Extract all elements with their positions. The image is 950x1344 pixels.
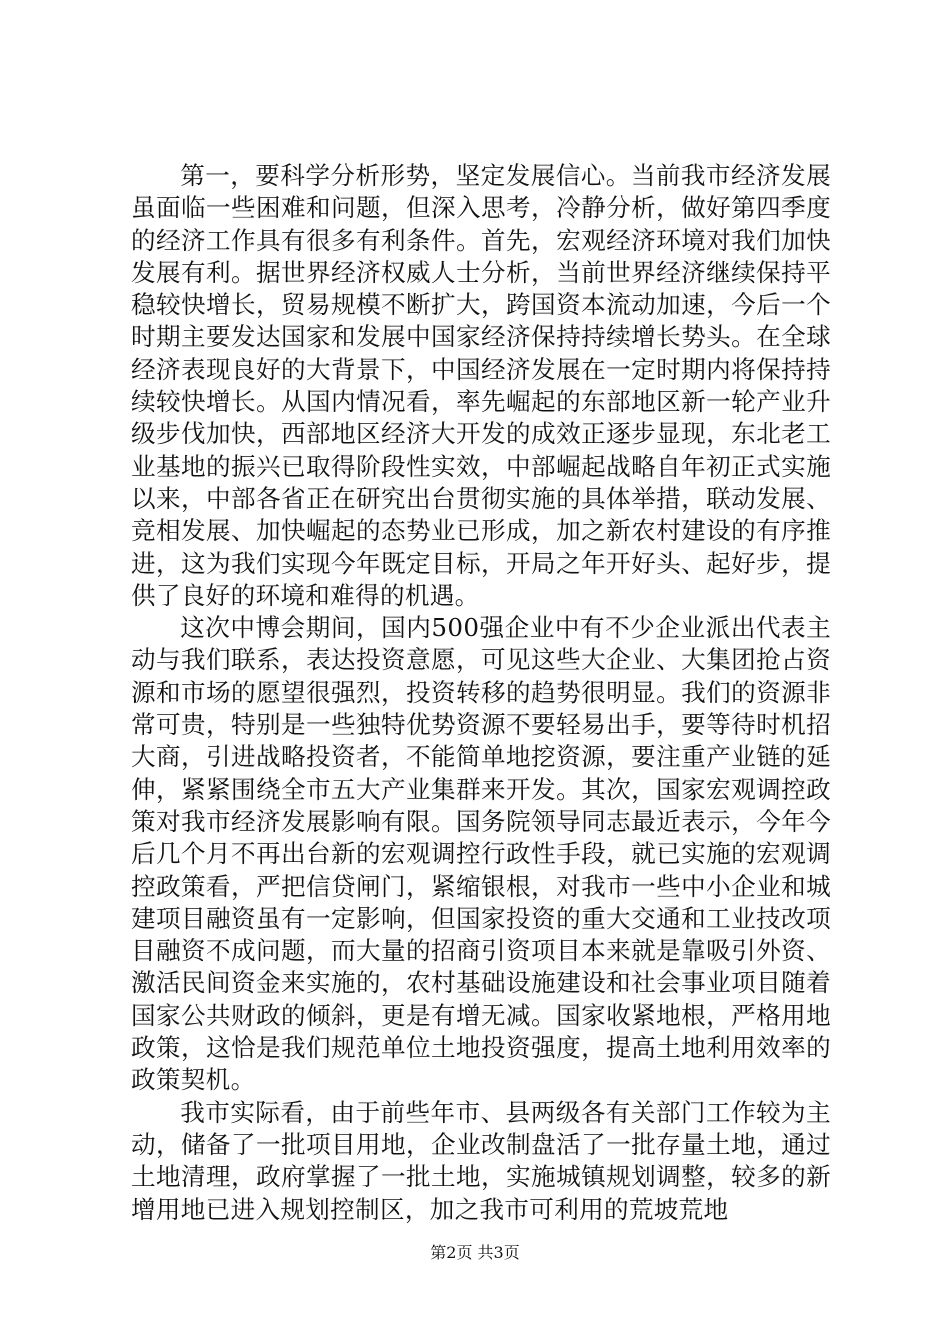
paragraph-1: 第一，要科学分析形势，坚定发展信心。当前我市经济发展虽面临一些困难和问题，但深入思考，冷静分析，做好第四季度的经济工作具有很多有利条件。首先，宏观经济环境对我们加快发展有利。据世界经济权威人士分析，当前世界经济继续保持平稳较快增长，贸易规模不断扩大，跨国资本流动加速，今后一个时期主要发达国家和发展中国家经济保持持续增长势头。在全球经济表现良好的大背景下，中国经济发展在一定时期内将保持持续较快增长。从国内情况看，率先崛起的东部地区新一轮产业升级步伐加快，西部地区经济大开发的成效正逐步显现，东北老工业基地的振兴已取得阶段性实效，中部崛起战略自年初正式实施以来，中部各省正在研究出台贯彻实施的具体举措，联动发展、竞相发展、加快崛起的态势业已形成，加之新农村建设的有序推进，这为我们实现今年既定目标，开局之年开好头、起好步，提供了良好的环境和难得的机遇。 xyxy=(131,161,831,610)
document-body xyxy=(131,160,831,1226)
paragraph-2: 这次中博会期间，国内500强企业中有不少企业派出代表主动与我们联系，表达投资意愿，可见这些大企业、大集团抢占资源和市场的愿望很强烈，投资转移的趋势很明显。我们的资源非常可贵，特别是一些独特优势资源不要轻易出手，要等待时机招大商，引进战略投资者，不能简单地挖资源，要注重产业链的延伸，紧紧围绕全市五大产业集群来开发。其次，国家宏观调控政策对我市经济发展影响有限。国务院领导同志最近表示，今年今后几个月不再出台新的宏观调控行政性手段，就已实施的宏观调控政策看，严把信贷闸门，紧缩银根，对我市一些中小企业和城建项目融资虽有一定影响，但国家投资的重大交通和工业技改项目融资不成问题，而大量的招商引资项目本来就是靠吸引外资、激活民间资金来实施的，农村基础设施建设和社会事业项目随着国家公共财政的倾斜，更是有增无减。国家收紧地根，严格用地政策，这恰是我们规范单位土地投资强度，提高土地利用效率的政策契机。 xyxy=(131,613,831,1095)
paragraph-3: 我市实际看，由于前些年市、县两级各有关部门工作较为主动，储备了一批项目用地，企业改制盘活了一批存量土地，通过土地清理，政府掌握了一批土地，实施城镇规划调整，较多的新增用地已进入规划控制区，加之我市可利用的荒坡荒地 xyxy=(131,1097,831,1224)
page-number-footer: 第2页 共3页 xyxy=(430,1243,520,1262)
